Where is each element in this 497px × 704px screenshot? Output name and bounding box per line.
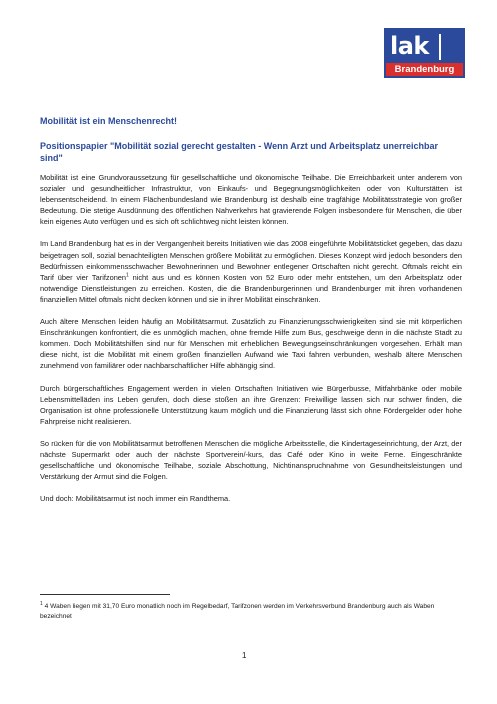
paragraph-2-start: Im Land Brandenburg hat es in der Vergangenheit bereits Initiativen wie das 2008 eingeführte Mobilitätsticket gegeben, das dazu beigetragen soll, sozial benachteiligten Menschen größere Mobilität zu ermöglichen. Dieses Konzept wird jedoch besonders den Bedürfnissen einkommensschwacher Bewohnerinnen und Bewohner entlegener Ortschaften nicht gerecht. Oftmals reicht ein Tarif über vier Tarifzonen: [40, 239, 462, 282]
paragraph-6: Und doch: Mobilitätsarmut ist noch immer ein Randthema.: [40, 494, 231, 504]
footnote: [40, 602, 460, 622]
paragraph-3: Auch ältere Menschen leiden häufig an Mobilitätsarmut. Zusätzlich zu Finanzierungsschwierigkeiten sind sie mit körperlichen Einschränkungen konfrontiert, die es unmöglich machen, ohne fremde Hilfe zum Bus, geschweige denn in die nächste Stadt zu kommen. Doch Mobilitätshilfen sind nur für Menschen mit erheblichen Bewegungseinschränkungen vorgesehen. Erhält man diese nicht, ist die Mobilität mit einem großen finanziellen Aufwand wie Taxi fahren verbunden, weshalb ältere Menschen zunehmend von familiärer oder nachbarschaftlicher Hilfe abhängig sind.: [40, 317, 462, 371]
footnote-separator: [40, 594, 170, 595]
main-heading: Mobilität ist ein Menschenrecht!: [40, 116, 178, 126]
paragraph-5: So rücken für die von Mobilitätsarmut betroffenen Menschen die mögliche Arbeitsstelle, die Kindertageseinrichtung, der Arzt, der nächste Supermarkt oder auch der nächste Sportverein/-kurs, das Café oder Kino in weite Ferne. Eingeschränkte gesellschaftliche und ökonomische Teilhabe, soziale Abschottung, Nichtinanspruchnahme von Gesundheitsleistungen und Verstärkung der Armut sind die Folgen.: [40, 438, 462, 482]
page-number: 1: [242, 651, 247, 660]
document-body: [40, 172, 462, 515]
logo-subtext: Brandenburg: [386, 63, 463, 76]
logo-text: lak: [390, 32, 429, 60]
paragraph-1: Mobilität ist eine Grundvoraussetzung für gesellschaftliche und ökonomische Teilhabe. Die Erreichbarkeit unter anderem von sozialer und gesundheitlicher Infrastruktur, von Einkaufs- und Begegnungsmöglichkeiten oder von Kulturstätten ist lebensentscheidend. In einem Flächenbundesland wie Brandenburg ist deshalb eine tragfähige Mobilitätsstrategie von großer Bedeutung. Die stetige Ausdünnung des öffentlichen Nahverkehrs hat gravierende Folgen insbesondere für Menschen, die über kein eigenes Auto verfügen und es sich oft schlichtweg nicht leisten können.: [40, 173, 462, 227]
footnote-ref: 1: [126, 272, 129, 279]
paragraph-4: Durch bürgerschaftliches Engagement werden in vielen Ortschaften Initiativen wie Bürgerbusse, Mitfahrbänke oder mobile Lebensmittelläden ins Leben gerufen, doch diese stoßen an ihre Grenzen: Freiwillige lassen sich nur schwer finden, die Organisation ist ohne professionelle Unterstützung kaum möglich und die Finanzierung lässt sich ohne Fördergelder oder hohe Fahrpreise nicht realisieren.: [40, 383, 462, 426]
paragraph-2: [40, 238, 462, 305]
sub-heading: Positionspapier "Mobilität sozial gerecht gestalten - Wenn Arzt und Arbeitsplatz unerreichbar sind": [40, 141, 438, 163]
footnote-mark: 1: [40, 600, 43, 607]
logo-divider: [439, 34, 441, 60]
lak-brandenburg-logo: [384, 28, 465, 78]
footnote-text: 4 Waben liegen mit 31,70 Euro monatlich noch im Regelbedarf, Tarifzonen werden im Verkehrsverbund Brandenburg auch als Waben bezeichnet: [40, 603, 435, 620]
paragraph-2-end: nicht aus und es können Kosten von 52 Euro oder mehr entstehen, um den Arbeitsplatz oder notwendige Dienstleistungen zu erreichen. Kosten, die die Brandenburgerinnen und Brandenburger mit ihren vorhandenen finanziellen Mittel oftmals nicht decken können und sie in ihrer Mobilität einschränken.: [40, 272, 462, 304]
